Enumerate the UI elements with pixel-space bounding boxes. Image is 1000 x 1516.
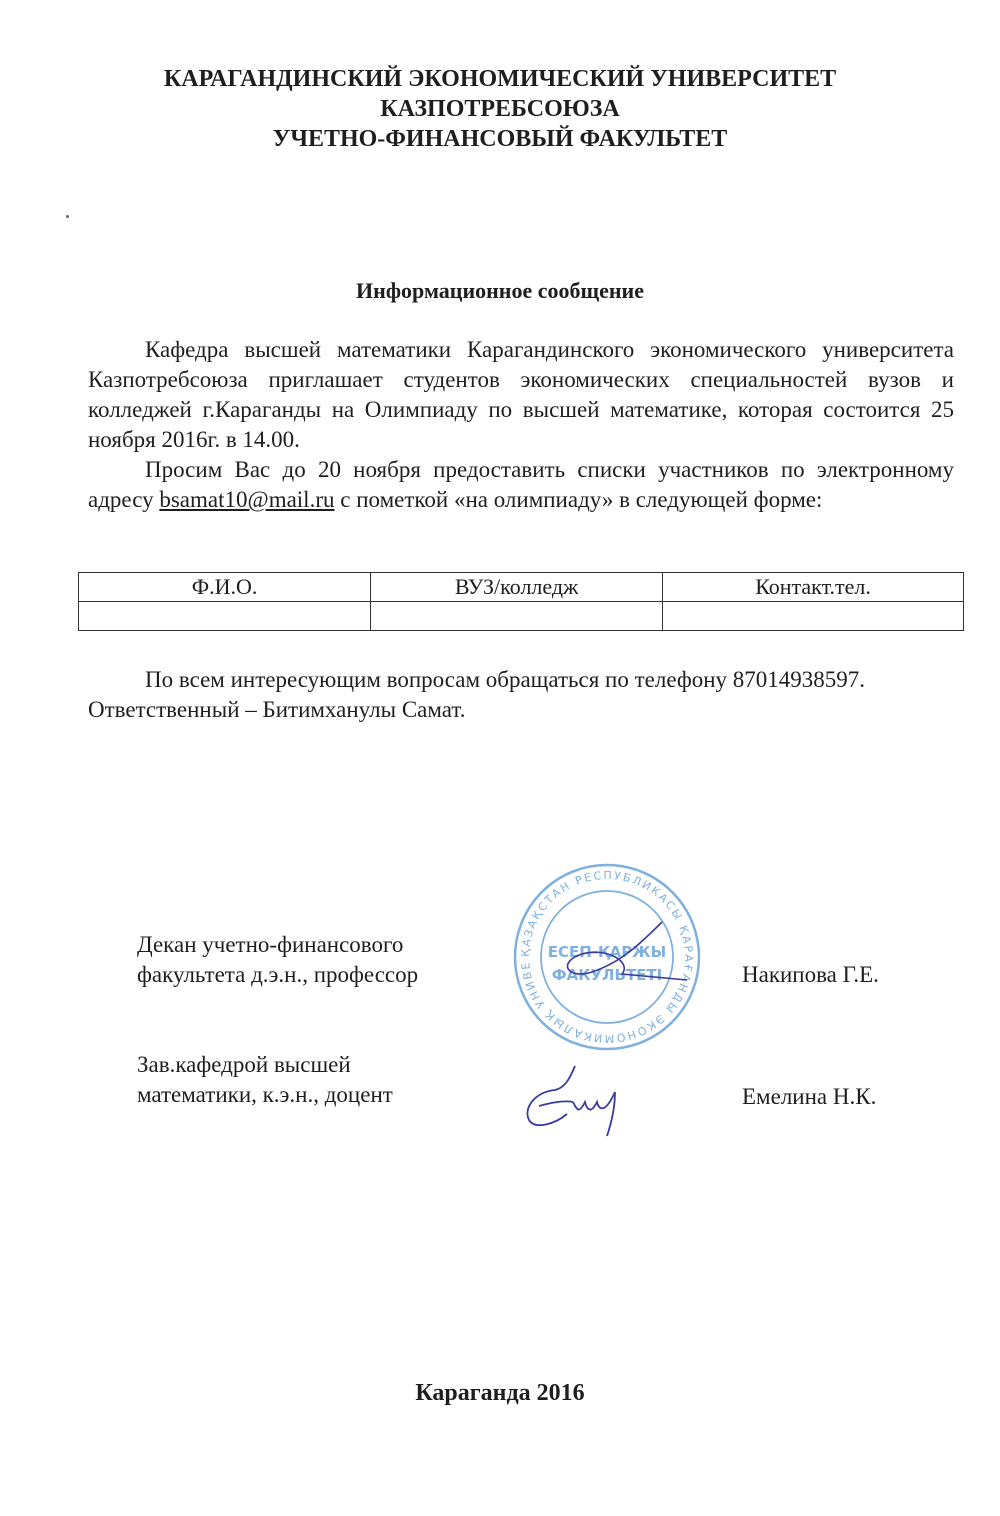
scan-speck	[66, 215, 69, 218]
contact-phone-text: По всем интересующим вопросам обращаться по телефону 87014938597.	[145, 667, 866, 692]
table-row	[79, 602, 964, 631]
dean-title-line2: факультета д.э.н., профессор	[137, 962, 419, 987]
contact-paragraph	[88, 665, 954, 725]
dean-title-line1: Декан учетно-финансового	[137, 932, 404, 957]
header-line-faculty: УЧЕТНО-ФИНАНСОВЫЙ ФАКУЛЬТЕТ	[272, 126, 728, 152]
hod-title-line2: математики, к.э.н., доцент	[137, 1082, 393, 1107]
header-cell-institution: ВУЗ/колледж	[371, 573, 663, 602]
invitation-paragraph	[88, 335, 954, 455]
university-header	[0, 64, 1000, 154]
contact-responsible-text: Ответственный – Битимханулы Самат.	[88, 697, 466, 722]
stamp-center-line1: ЕСЕП-ҚАРЖЫ	[547, 943, 667, 961]
stamp-seal-icon	[512, 862, 702, 1052]
request-text-before: Просим Вас до 20 ноября предоставить списки участников по электронному адресу	[88, 457, 954, 512]
stamp-center-line2: ФАКУЛЬТЕТІ	[551, 966, 663, 984]
table-cell	[663, 602, 964, 631]
head-of-department-title	[137, 1050, 393, 1110]
dean-name: Накипова Г.Е.	[742, 962, 879, 987]
hod-signature	[515, 1058, 645, 1138]
request-paragraph	[88, 455, 954, 515]
header-cell-phone: Контакт.тел.	[663, 573, 964, 602]
table-cell	[371, 602, 663, 631]
footer-city-year: Караганда 2016	[415, 1380, 585, 1406]
header-line-org: КАЗПОТРЕБСОЮЗА	[380, 96, 620, 122]
email-link[interactable]: bsamat10@mail.ru	[159, 487, 335, 512]
table-header-row	[79, 573, 964, 602]
invitation-text: Кафедра высшей математики Карагандинского экономического университета Казпотребсоюза приглашает студентов экономических специальностей вузов и колледжей г.Караганды на Олимпиаду по высшей математике, которая состоится 25 ноября 2016г. в 14.00.	[88, 337, 954, 452]
document-title: Информационное сообщение	[356, 278, 644, 303]
official-stamp	[512, 862, 702, 1052]
header-cell-name: Ф.И.О.	[79, 573, 371, 602]
hod-title-line1: Зав.кафедрой высшей	[137, 1052, 351, 1077]
stamp-ring-text: ҚАЗАҚСТАН РЕСПУБЛИКАСЫ ҚАРАҒАНДЫ ЭКОНОМИКАЛЫҚ УНИВЕ	[518, 868, 696, 1046]
participant-form-table	[78, 572, 964, 631]
request-text-after: с пометкой «на олимпиаду» в следующей форме:	[334, 487, 823, 512]
dean-title	[137, 930, 418, 990]
table-cell	[79, 602, 371, 631]
hod-name: Емелина Н.К.	[742, 1084, 877, 1109]
header-line-university: КАРАГАНДИНСКИЙ ЭКОНОМИЧЕСКИЙ УНИВЕРСИТЕТ	[163, 66, 837, 92]
